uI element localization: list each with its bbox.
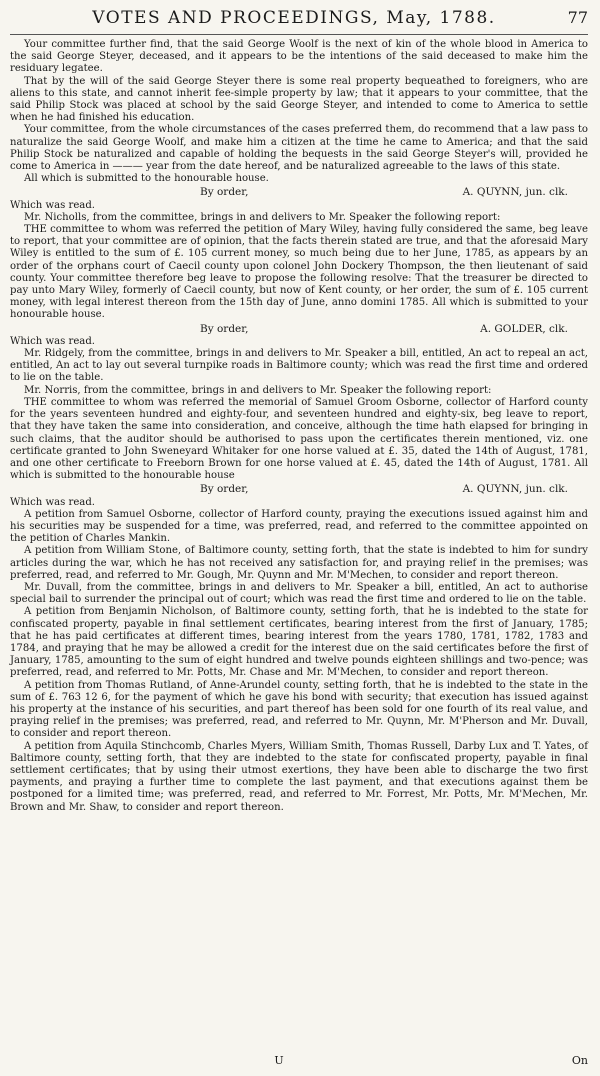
by-order: By order, — [200, 483, 249, 496]
by-order: By order, — [200, 186, 249, 199]
signature-line — [10, 323, 588, 335]
catchword: On — [571, 1054, 588, 1067]
running-header — [10, 8, 588, 35]
paragraph: A petition from William Stone, of Baltimore county, setting forth, that the state is indebted to him for sundry articles during the war, which he has not received any satisfaction for, and praying relief in the premises; was preferred, read, and referred to Mr. Gough, Mr. Quynn and Mr. M'Mechen, to consider and report thereon. — [10, 545, 588, 581]
page-number: 77 — [567, 8, 588, 27]
paragraph: Mr. Duvall, from the committee, brings in and delivers to Mr. Speaker a bill, entitled, An act to authorise special bail to surrender the principal out of court; which was read the first time and ordered to lie on the table. — [10, 581, 588, 606]
signature-line — [10, 483, 588, 495]
clerk-name: A. GOLDER, clk. — [480, 322, 568, 335]
paragraph: All which is submitted to the honourable house. — [24, 173, 269, 185]
paragraph: Which was read. — [10, 335, 95, 347]
paragraph: Which was read. — [10, 496, 95, 508]
clerk-name: A. QUYNN, jun. clk. — [462, 483, 568, 496]
paragraph: Mr. Norris, from the committee, brings in and delivers to Mr. Speaker the following report: — [24, 384, 492, 396]
paragraph: Your committee, from the whole circumstances of the cases preferred them, do recommend that a law pass to naturalize the said George Woolf, and make him a citizen at the time he came to America; and that the said Philip Stock be naturalized and capable of holding the bequests in the said George Steyer's will, provided he come to America in ——— year from the date hereof, and be naturalized agreeable to the laws of this state. — [10, 124, 588, 173]
paragraph: THE committee to whom was referred the memorial of Samuel Groom Osborne, collector of Harford county for the years seventeen hundred and eighty-four, and seventeen hundred and eighty-six, beg leave to report, that they have taken the same into consideration, and conceive, although the time hath elapsed for bringing in such claims, that the auditor should be authorised to pass upon the certificates therein mentioned, viz. one certificate granted to John Sweneyard Whitaker for one horse valued at £. 35, dated the 14th of August, 1781, and one other certificate to Freeborn Brown for one horse valued at £. 45, dated the 14th of August, 1781. All which is submitted to the honourable house — [10, 396, 588, 482]
by-order: By order, — [200, 322, 249, 335]
paragraph: A petition from Thomas Rutland, of Anne-Arundel county, setting forth, that he is indebted to the state in the sum of £. 763 12 6, for the payment of which he gave his bond with security; that execution has issued against his property at the instance of his securities, and part thereof has been sold for one fourth of its real value, and praying relief in the premises; was preferred, read, and referred to Mr. Quynn, Mr. M'Pherson and Mr. Duvall, to consider and report thereon. — [10, 679, 588, 740]
paragraph: That by the will of the said George Steyer there is some real property bequeathed to foreigners, who are aliens to this state, and cannot inherit fee-simple property by law; that it appears to your committee, that the said Philip Stock was placed at school by the said George Steyer, and intended to come to America to settle when he had finished his education. — [10, 75, 588, 124]
page-footer — [10, 1054, 588, 1067]
paragraph: A petition from Benjamin Nicholson, of Baltimore county, setting forth, that he is indebted to the state for confiscated property, payable in final settlement certificates, bearing interest from the first of January, 1785; that he has paid certificates at different times, bearing interest from the years 1780, 1781, 1782, 1783 and 1784, and praying that he may be allowed a credit for the interest due on the said certificates before the first of January, 1785, amounting to the sum of eight hundred and twelve pounds eighteen shillings and two-pence; was preferred, read, and referred to Mr. Potts, Mr. Chase and Mr. M'Mechen, to consider and report thereon. — [10, 606, 588, 679]
clerk-name: A. QUYNN, jun. clk. — [462, 186, 568, 199]
paragraph: THE committee to whom was referred the petition of Mary Wiley, having fully considered the same, beg leave to report, that your committee are of opinion, that the facts therein stated are true, and that the aforesaid Mary Wiley is entitled to the sum of £. 105 current money, so much being due to her June, 1785, as appears by an order of the orphans court of Caecil county upon colonel John Dockery Thompson, the then lieutenant of said county. Your committee therefore beg leave to propose the following resolve: That the treasurer be directed to pay unto Mary Wiley, formerly of Caecil county, but now of Kent county, or her order, the sum of £. 105 current money, with legal interest thereon from the 15th day of June, anno domini 1785. All which is submitted to your honourable house. — [10, 224, 588, 321]
paragraph: Which was read. — [10, 199, 95, 211]
paragraph: A petition from Samuel Osborne, collector of Harford county, praying the executions issued against him and his securities may be suspended for a time, was preferred, read, and referred to the committee appointed on the petition of Charles Mankin. — [10, 508, 588, 545]
paragraph: Mr. Ridgely, from the committee, brings in and delivers to Mr. Speaker a bill, entitled, An act to repeal an act, entitled, An act to lay out several turnpike roads in Baltimore county; which was read the first time and ordered to lie on the table. — [10, 348, 588, 384]
paragraph: Mr. Nicholls, from the committee, brings in and delivers to Mr. Speaker the following report: — [24, 211, 501, 223]
signature-mark: U — [274, 1054, 284, 1067]
page-title: VOTES AND PROCEEDINGS, May, 1788. — [92, 8, 496, 28]
paragraph: A petition from Aquila Stinchcomb, Charles Myers, William Smith, Thomas Russell, Darby Lux and T. Yates, of Baltimore county, setting forth, that they are indebted to the state for confiscated property, payable in final settlement certificates; that by using their utmost exertions, they have been able to discharge the two first payments, and praying a further time to complete the last payment, and that executions against them be postponed for a limited time; was preferred, read, and referred to Mr. Forrest, Mr. Potts, Mr. M'Mechen, Mr. Brown and Mr. Shaw, to consider and report thereon. — [10, 740, 588, 813]
page-body — [10, 39, 588, 814]
paragraph: Your committee further find, that the said George Woolf is the next of kin of the whole blood in America to the said George Steyer, deceased, and it appears to be the intentions of the said deceased to make him the residuary legatee. — [10, 39, 588, 75]
signature-line — [10, 186, 588, 198]
